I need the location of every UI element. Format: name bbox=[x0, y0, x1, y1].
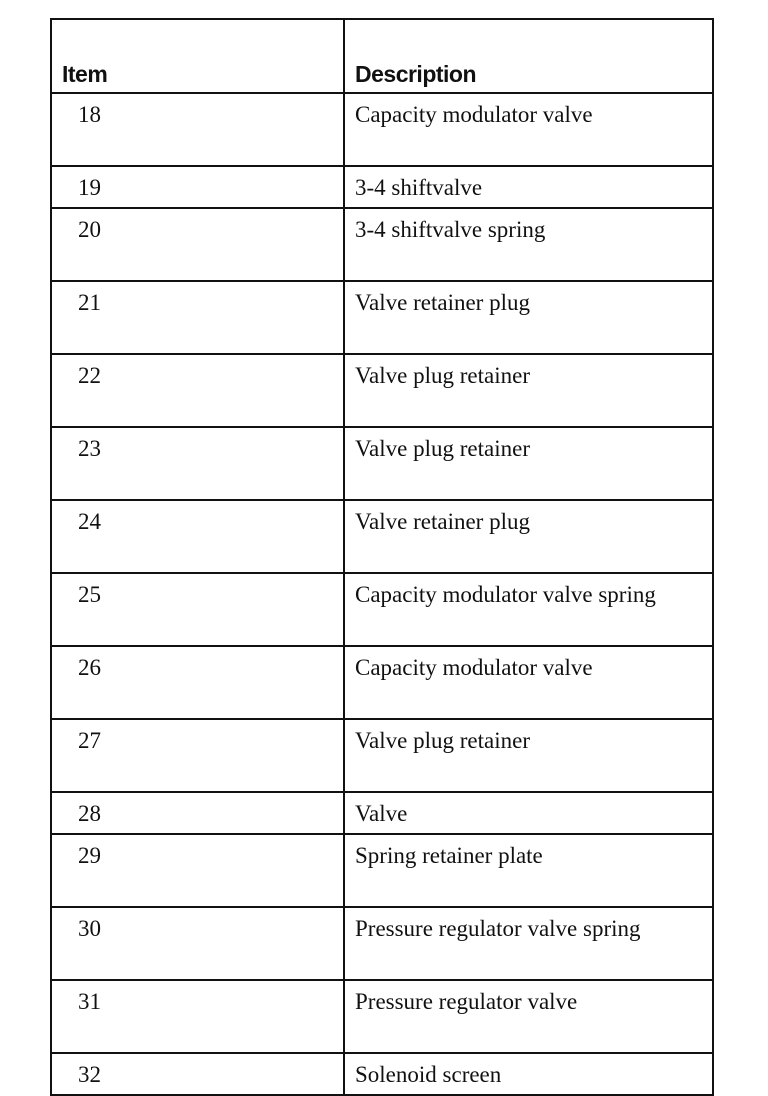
table-row bbox=[51, 208, 713, 281]
table-row bbox=[51, 93, 713, 166]
item-number-cell: 32 bbox=[51, 1053, 344, 1095]
table-row bbox=[51, 980, 713, 1053]
table-row bbox=[51, 166, 713, 208]
description-cell: Spring retainer plate bbox=[344, 834, 713, 907]
parts-table bbox=[50, 18, 714, 1096]
item-number-cell: 26 bbox=[51, 646, 344, 719]
item-number-cell: 31 bbox=[51, 980, 344, 1053]
description-column-header: Description bbox=[344, 19, 713, 93]
table-row bbox=[51, 907, 713, 980]
table-row bbox=[51, 792, 713, 834]
description-cell: Pressure regulator valve bbox=[344, 980, 713, 1053]
description-cell: Valve retainer plug bbox=[344, 281, 713, 354]
header-row bbox=[51, 19, 713, 93]
description-cell: Valve plug retainer bbox=[344, 719, 713, 792]
description-cell: Pressure regulator valve spring bbox=[344, 907, 713, 980]
table-row bbox=[51, 719, 713, 792]
item-number-cell: 27 bbox=[51, 719, 344, 792]
table-row bbox=[51, 573, 713, 646]
table-row bbox=[51, 427, 713, 500]
item-number-cell: 30 bbox=[51, 907, 344, 980]
description-cell: Solenoid screen bbox=[344, 1053, 713, 1095]
item-number-cell: 28 bbox=[51, 792, 344, 834]
description-cell: Capacity modulator valve bbox=[344, 93, 713, 166]
item-column-header: Item bbox=[51, 19, 344, 93]
item-number-cell: 21 bbox=[51, 281, 344, 354]
item-number-cell: 20 bbox=[51, 208, 344, 281]
description-cell: Valve plug retainer bbox=[344, 427, 713, 500]
description-cell: Valve bbox=[344, 792, 713, 834]
description-cell: Capacity modulator valve spring bbox=[344, 573, 713, 646]
description-cell: Valve plug retainer bbox=[344, 354, 713, 427]
table-row bbox=[51, 834, 713, 907]
table-row bbox=[51, 646, 713, 719]
table-row bbox=[51, 281, 713, 354]
item-number-cell: 29 bbox=[51, 834, 344, 907]
table-row bbox=[51, 500, 713, 573]
description-cell: 3-4 shiftvalve bbox=[344, 166, 713, 208]
description-cell: Capacity modulator valve bbox=[344, 646, 713, 719]
item-number-cell: 22 bbox=[51, 354, 344, 427]
table-row bbox=[51, 354, 713, 427]
description-cell: Valve retainer plug bbox=[344, 500, 713, 573]
item-number-cell: 18 bbox=[51, 93, 344, 166]
item-number-cell: 23 bbox=[51, 427, 344, 500]
description-cell: 3-4 shiftvalve spring bbox=[344, 208, 713, 281]
table-body bbox=[51, 93, 713, 1095]
item-number-cell: 19 bbox=[51, 166, 344, 208]
item-number-cell: 24 bbox=[51, 500, 344, 573]
item-number-cell: 25 bbox=[51, 573, 344, 646]
table-row bbox=[51, 1053, 713, 1095]
